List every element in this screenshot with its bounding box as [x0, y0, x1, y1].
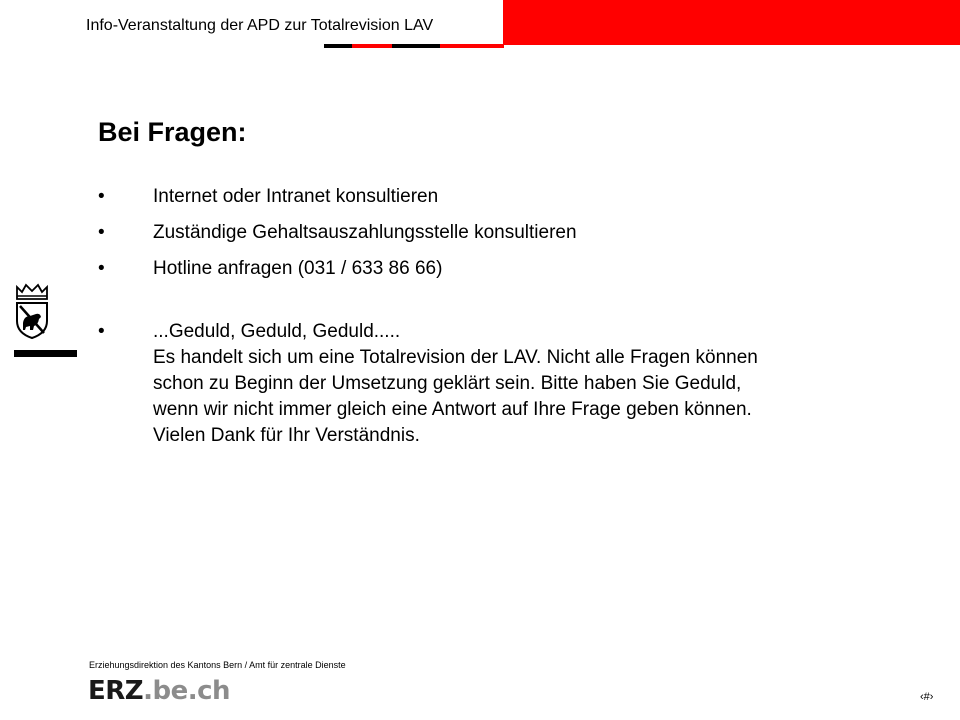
sidebar-black-rule	[14, 350, 77, 357]
stripe-segment	[352, 44, 392, 48]
bullet-marker: •	[98, 321, 105, 342]
bullet-line: Zuständige Gehaltsauszahlungsstelle konsultieren	[153, 222, 577, 243]
bullet-marker: •	[98, 258, 105, 279]
bullet-line: Es handelt sich um eine Totalrevision der LAV. Nicht alle Fragen können	[153, 347, 758, 368]
erz-logo	[88, 675, 230, 707]
bullet-text	[153, 184, 933, 210]
stripe-segment	[392, 44, 440, 48]
bullet-marker: •	[98, 222, 105, 243]
logo-domain: .be.ch	[143, 676, 231, 706]
bullet-text	[153, 256, 933, 282]
bullet-line: Vielen Dank für Ihr Verständnis.	[153, 425, 420, 446]
header-red-bar	[503, 0, 960, 45]
bullet-line: schon zu Beginn der Umsetzung geklärt sein. Bitte haben Sie Geduld,	[153, 373, 742, 394]
bullet-line: Internet oder Intranet konsultieren	[153, 186, 439, 207]
logo-erz: ERZ	[88, 676, 144, 706]
bullet-line: wenn wir nicht immer gleich eine Antwort auf Ihre Frage geben können.	[153, 399, 752, 420]
bullet-text	[153, 319, 933, 449]
bullet-line: Hotline anfragen (031 / 633 86 66)	[153, 258, 443, 279]
bullet-marker: •	[98, 186, 105, 207]
stripe-segment	[440, 44, 504, 48]
slide-title: Bei Fragen:	[98, 117, 247, 147]
footer-organization: Erziehungsdirektion des Kantons Bern / Amt für zentrale Dienste	[89, 660, 346, 670]
bullet-text	[153, 220, 933, 246]
page-number: ‹#›	[920, 691, 934, 703]
stripe-segment	[324, 44, 352, 48]
bullet-line: ...Geduld, Geduld, Geduld.....	[153, 321, 401, 342]
bern-coat-of-arms-icon	[14, 283, 50, 339]
header-title: Info-Veranstaltung der APD zur Totalrevision LAV	[86, 17, 434, 34]
